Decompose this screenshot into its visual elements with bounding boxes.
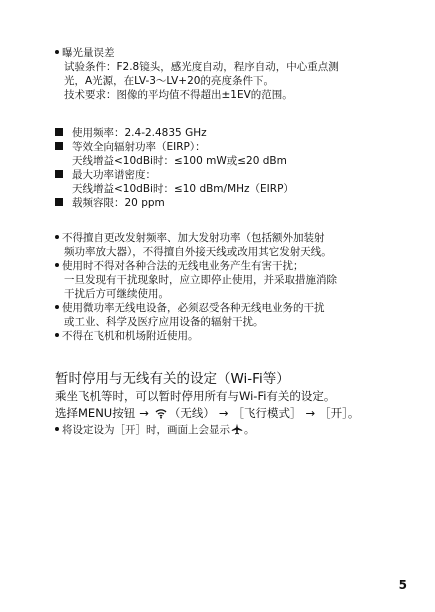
rule-line [55,301,415,315]
arrow-icon: → [139,406,149,420]
bullet-dot [55,235,59,239]
rule-line [55,231,415,245]
spec-frequency-text: 使用频率：2.4-2.4835 GHz [72,127,207,139]
rule-item [55,259,415,301]
spec-eirp-title-text: 等效全向辐射功率（EIRP）： [72,141,206,153]
rule-text: 不得擅自更改发射频率、加大发射功率（包括额外加装射 [62,232,325,244]
section-heading: 暂时停用与无线有关的设定（Wi-Fi等） [55,371,290,387]
menu-prefix: 选择MENU按钮 [55,406,136,420]
spec-psd-title-text: 最大功率谱密度： [72,169,156,181]
bullet-dot [55,50,59,54]
arrow-icon: → [305,406,316,420]
rule-line: 频功率放大器），不得擅自外接天线或改用其它发射天线。 [64,246,332,258]
square-bullet [55,198,63,206]
spec-tolerance [55,196,415,210]
rule-text: 使用时不得对各种合法的无线电业务产生有害干扰； [62,260,304,272]
exposure-title: 曝光量误差 [62,47,115,59]
spec-eirp-title [55,140,415,154]
square-bullet [55,170,63,178]
bullet-dot [55,333,59,337]
bullet-dot [55,427,59,431]
airplane-icon [231,423,243,435]
rule-text: 不得在飞机和机场附近使用。 [62,330,199,342]
rule-line: 一旦发现有干扰现象时，应立即停止使用，并采取措施消除 [64,274,337,286]
note-suffix: 。 [244,424,255,436]
rule-line: 干扰后方可继续使用。 [64,288,169,300]
rule-text: 使用微功率无线电设备，必须忍受各种无线电业务的干扰 [62,302,325,314]
spec-eirp-value: 天线增益<10dBi时：≤100 mW或≤20 dBm [72,155,287,167]
rule-line [55,259,415,273]
section-menu-path [55,405,415,422]
rule-item [55,231,415,259]
spec-tolerance-text: 载频容限：20 ppm [72,197,165,209]
spec-section [55,126,415,210]
square-bullet [55,142,63,150]
spec-psd-value: 天线增益<10dBi时：≤10 dBm/MHz（EIRP） [72,183,294,195]
exposure-title-line [55,46,415,60]
page-number: 5 [398,578,407,592]
section-note [55,423,415,437]
note-text: 将设定设为［开］时，画面上会显示 [62,424,230,436]
bullet-dot [55,263,59,267]
wifi-icon [155,407,167,419]
spec-frequency [55,126,415,140]
exposure-line-3: 技术要求：图像的平均值不得超出±1EV的范围。 [64,89,293,101]
square-bullet [55,128,63,136]
rule-item [55,301,415,329]
rule-line: 或工业、科学及医疗应用设备的辐射干扰。 [64,316,264,328]
wireless-label: （无线） [168,406,215,420]
flight-mode-label: ［飞行模式］ [232,406,302,420]
exposure-line-1: 试验条件：F2.8镜头，感光度自动，程序自动，中心重点测 [64,61,339,73]
spec-psd-title [55,168,415,182]
exposure-section [55,46,415,102]
exposure-line-2: 光，A光源，在LV-3～LV+20的亮度条件下。 [64,75,274,87]
rules-section [55,231,415,343]
section-line-1: 乘坐飞机等时，可以暂时停用所有与Wi-Fi有关的设定。 [55,389,336,403]
bullet-dot [55,305,59,309]
rule-line [55,329,415,343]
arrow-icon: → [218,406,229,420]
rule-item [55,329,415,343]
wifi-section [55,370,415,437]
on-label: ［开］。 [319,406,360,420]
